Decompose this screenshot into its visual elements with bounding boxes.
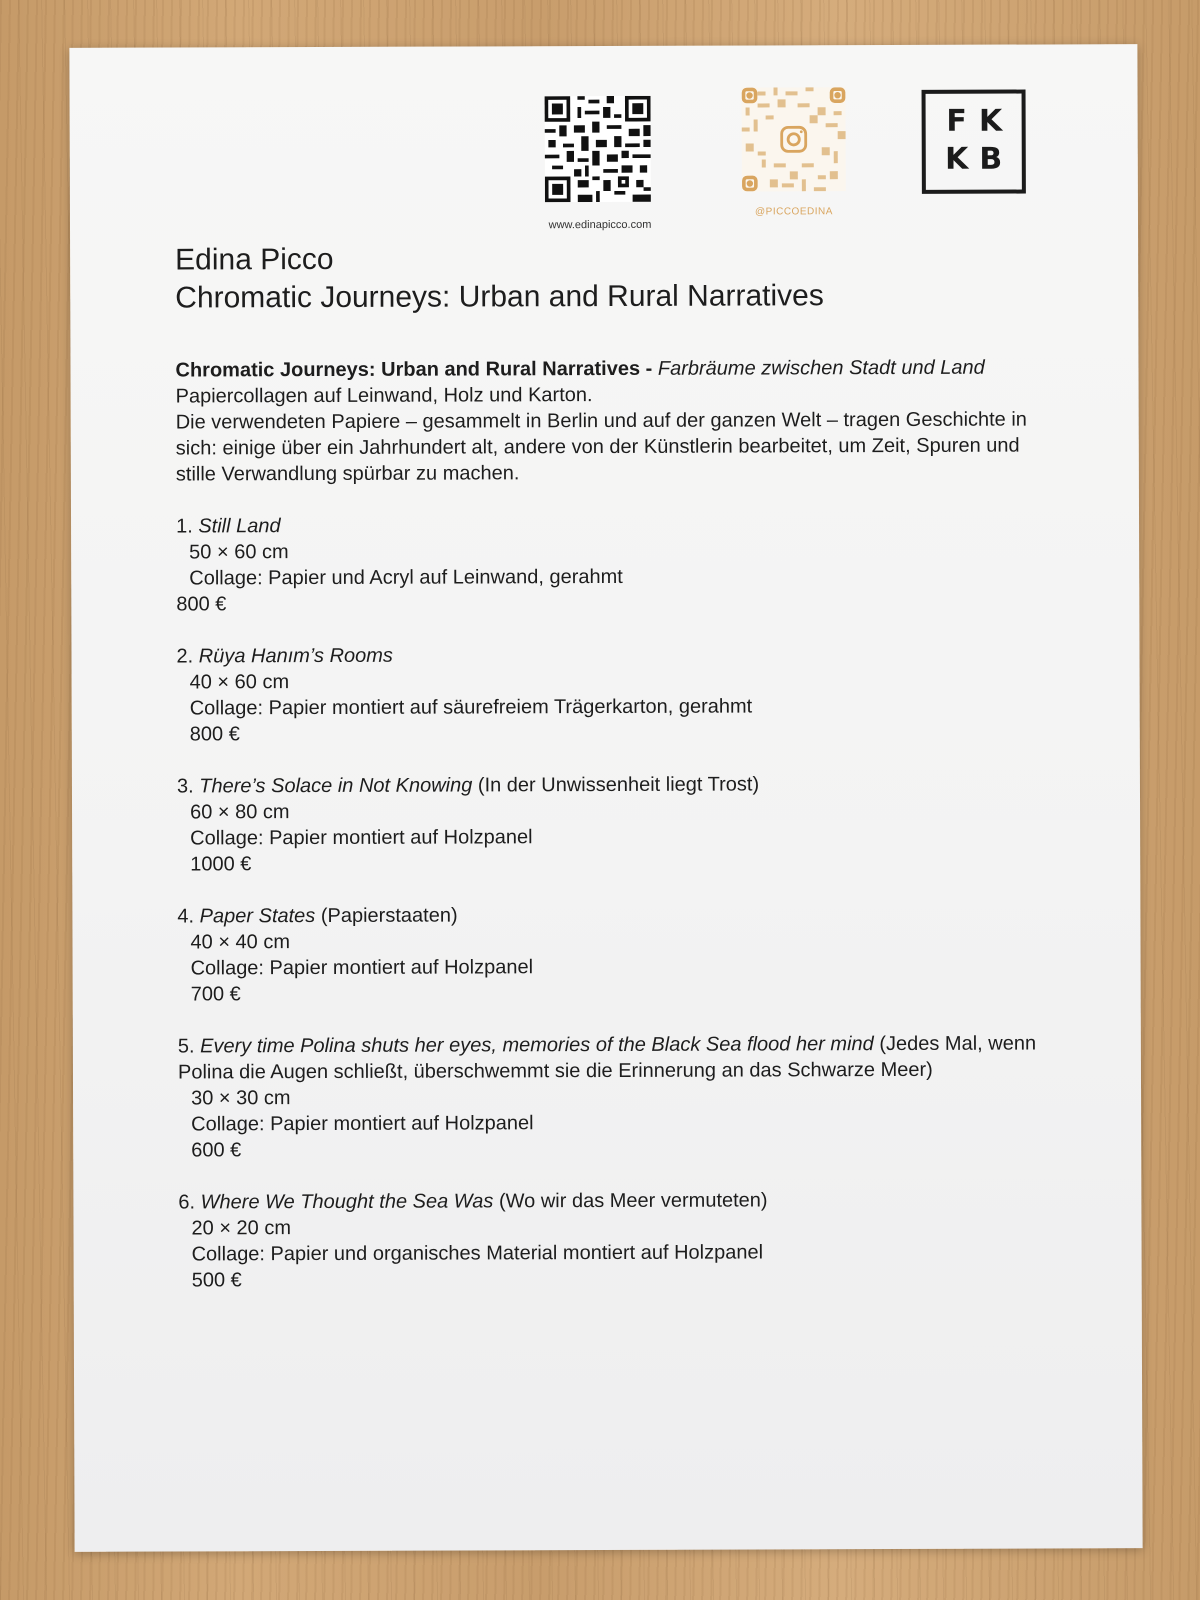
artwork-title-line <box>176 640 1036 669</box>
artist-name: Edina Picco <box>175 242 334 277</box>
artwork-translation: (Papierstaaten) <box>320 904 458 927</box>
instagram-qr-block <box>742 87 846 217</box>
artwork-entry <box>176 510 1036 617</box>
instagram-handle[interactable]: @PICCOEDINA <box>754 206 833 218</box>
artwork-price: 600 € <box>191 1139 242 1162</box>
artwork-number: 6. <box>178 1191 196 1214</box>
logo-letter: B <box>979 141 1003 177</box>
artwork-title: Rüya Hanım’s Rooms <box>198 644 393 668</box>
exhibition-title: Chromatic Journeys: Urban and Rural Narratives <box>175 279 824 315</box>
artwork-title: Every time Polina shuts her eyes, memories of the Black Sea flood her mind <box>200 1033 874 1058</box>
artwork-size: 60 × 80 cm <box>190 801 290 824</box>
intro-description: Die verwendeten Papiere – gesammelt in Berlin und auf der ganzen Welt – tragen Geschichte in sich: einige über ein Jahrhundert alt, andere von der Künstlerin bearbeitet, um Zeit, Spuren und stille Verwandlung spürbar zu machen. <box>175 408 1027 486</box>
artwork-entry <box>177 900 1037 1007</box>
artwork-price: 500 € <box>191 1269 242 1292</box>
artwork-medium: Collage: Papier und Acryl auf Leinwand, gerahmt <box>189 565 623 590</box>
artwork-title-line <box>176 510 1036 539</box>
artwork-medium: Collage: Papier montiert auf Holzpanel <box>191 1112 534 1136</box>
artwork-price: 800 € <box>189 723 240 746</box>
artwork-price: 700 € <box>190 983 241 1006</box>
instagram-qr-code-icon[interactable] <box>742 87 846 191</box>
artwork-size: 40 × 40 cm <box>190 931 291 954</box>
logo-letter: K <box>945 141 969 177</box>
intro-title-separator: - <box>640 357 658 380</box>
artwork-title: Paper States <box>199 905 316 928</box>
intro-title <box>175 354 1035 383</box>
artwork-entry <box>177 770 1037 877</box>
document-header <box>175 239 1075 316</box>
works-list <box>176 510 1039 1293</box>
artwork-entry <box>176 640 1036 747</box>
artwork-number: 3. <box>176 775 194 798</box>
document-body <box>175 354 1038 1319</box>
intro-title-de: Farbräume zwischen Stadt und Land <box>657 356 985 380</box>
intro-title-en: Chromatic Journeys: Urban and Rural Narratives <box>175 357 641 382</box>
artwork-size: 50 × 60 cm <box>189 541 289 564</box>
artwork-translation: (In der Unwissenheit liegt Trost) <box>477 773 760 797</box>
artwork-size: 30 × 30 cm <box>191 1087 291 1110</box>
artwork-medium: Collage: Papier montiert auf Holzpanel <box>190 826 533 850</box>
fkkb-logo <box>922 90 1026 194</box>
artwork-translation: (Wo wir das Meer vermuteten) <box>498 1189 768 1213</box>
price-list-sheet <box>69 44 1142 1552</box>
artwork-medium: Collage: Papier montiert auf säurefreiem Trägerkarton, gerahmt <box>189 695 753 720</box>
artwork-size: 40 × 60 cm <box>189 671 290 694</box>
artwork-entry <box>178 1186 1038 1293</box>
artwork-title-line <box>177 770 1037 799</box>
intro-medium: Papiercollagen auf Leinwand, Holz und Karton. <box>175 384 593 408</box>
artwork-medium: Collage: Papier montiert auf Holzpanel <box>190 956 534 980</box>
artwork-number: 5. <box>177 1035 195 1058</box>
logo-letter: K <box>978 103 1003 139</box>
website-qr-code-icon[interactable] <box>545 96 651 202</box>
artwork-number: 4. <box>177 905 195 928</box>
artwork-title-line <box>178 1186 1038 1215</box>
artwork-size: 20 × 20 cm <box>191 1217 292 1240</box>
artwork-number: 2. <box>176 645 194 668</box>
artwork-medium: Collage: Papier und organisches Material montiert auf Holzpanel <box>191 1241 764 1266</box>
website-url[interactable]: www.edinapicco.com <box>548 218 652 232</box>
artwork-number: 1. <box>176 515 193 538</box>
artwork-entry <box>178 1030 1038 1163</box>
intro-section <box>175 354 1035 487</box>
artwork-price: 1000 € <box>190 853 252 876</box>
artwork-title-line <box>177 900 1037 929</box>
artwork-title: There’s Solace in Not Knowing <box>199 774 473 798</box>
artwork-translation: (Jedes Mal, wenn Polina die Augen schließt, überschwemmt sie die Erinnerung an das Schwarze Meer) <box>177 1032 1037 1084</box>
artwork-title: Still Land <box>198 515 281 538</box>
artwork-title: Where We Thought the Sea Was <box>200 1190 494 1214</box>
website-qr-block <box>540 96 660 231</box>
logo-letter: F <box>946 103 967 139</box>
artwork-price: 800 € <box>176 593 227 616</box>
artwork-title-line <box>178 1030 1038 1085</box>
